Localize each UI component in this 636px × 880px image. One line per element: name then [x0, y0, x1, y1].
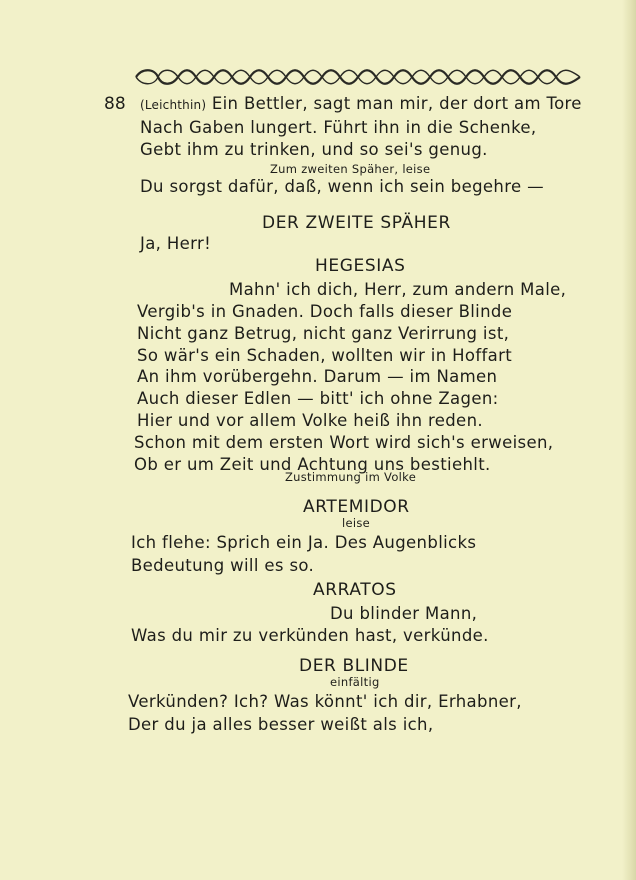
speaker-name: ARRATOS: [313, 580, 397, 600]
verse-line: Mahn' ich dich, Herr, zum andern Male,: [229, 280, 567, 299]
stage-direction: leise: [342, 516, 371, 530]
stage-direction: Zum zweiten Späher, leise: [270, 162, 431, 176]
speaker-name: DER BLINDE: [299, 656, 409, 676]
verse-line: Auch dieser Edlen — bitt' ich ohne Zagen:: [137, 389, 499, 408]
verse-line: Du sorgst dafür, daß, wenn ich sein begehre —: [140, 177, 544, 196]
verse-line: Schon mit dem ersten Wort wird sich's erweisen,: [134, 433, 554, 452]
verse-line: An ihm vorübergehn. Darum — im Namen: [137, 367, 498, 386]
verse-line: Nicht ganz Betrug, nicht ganz Verirrung ist,: [137, 324, 510, 343]
verse-line: So wär's ein Schaden, wollten wir in Hoffart: [137, 346, 513, 365]
speaker-name: ARTEMIDOR: [303, 497, 410, 517]
speaker-name: HEGESIAS: [315, 256, 406, 276]
stage-direction: Zustimmung im Volke: [285, 470, 417, 484]
verse-line: Ob er um Zeit und Achtung uns bestiehlt.: [134, 455, 491, 474]
verse-line: Nach Gaben lungert. Führt ihn in die Schenke,: [140, 118, 537, 137]
verse-line: Vergib's in Gnaden. Doch falls dieser Blinde: [137, 302, 513, 321]
verse-line: Bedeutung will es so.: [131, 556, 315, 575]
verse-line: Gebt ihm zu trinken, und so sei's genug.: [140, 140, 488, 159]
verse-line: Ja, Herr!: [140, 234, 212, 253]
verse-line: Ich flehe: Sprich ein Ja. Des Augenblicks: [131, 533, 477, 552]
verse-line: [140, 94, 582, 115]
verse-line: Du blinder Mann,: [330, 604, 478, 623]
verse-line: Was du mir zu verkünden hast, verkünde.: [131, 626, 489, 645]
speaker-name: DER ZWEITE SPÄHER: [262, 213, 451, 233]
verse-line: Der du ja alles besser weißt als ich,: [128, 715, 434, 734]
page-edge-shadow: [622, 0, 636, 880]
page-number: 88: [104, 94, 126, 114]
verse-line: Verkünden? Ich? Was könnt' ich dir, Erhabner,: [128, 692, 522, 711]
verse-line-text: Ein Bettler, sagt man mir, der dort am Tore: [211, 94, 582, 113]
stage-direction-inline: (Leichthin): [140, 98, 207, 112]
verse-line: Hier und vor allem Volke heiß ihn reden.: [137, 411, 483, 430]
decorative-ornament-border: [132, 66, 584, 88]
stage-direction: einfältig: [330, 675, 380, 689]
